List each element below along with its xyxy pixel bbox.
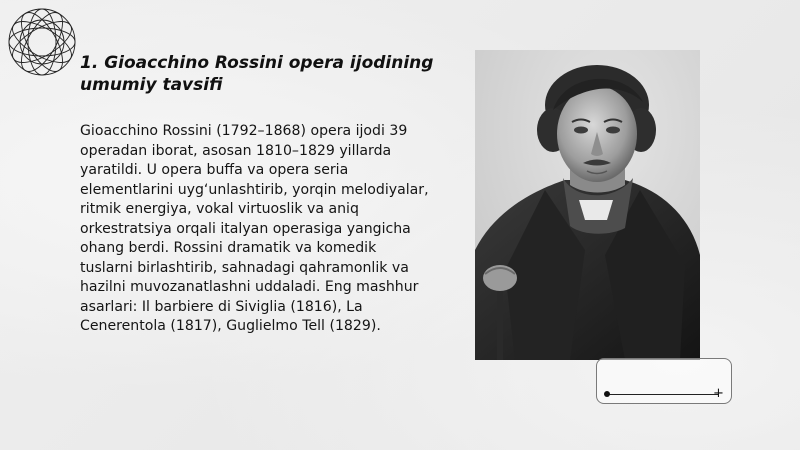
slide-body-text: Gioacchino Rossini (1792–1868) opera ijodi 39 operadan iborat, asosan 1810–1829 yillarda yaratildi. U opera buffa va opera seria elementlarini uyg‘unlashtirib, yorqin melodiyalar, ritmik energiya, vokal virtuoslik va aniq orkestratsiya orqali italyan operasiga yangicha ohang berdi. Rossini dramatik va komedik tuslarni birlashtirib, sahnadagi qahramonlik va hazilni muvozanatlashni uddaladi. Eng mashhur asarlari: Il barbiere di Siviglia (1816), La Cenerentola (1817), Guglielmo Tell (1829). bbox=[80, 123, 429, 334]
portrait-photo bbox=[475, 50, 700, 360]
timeline-dot-icon bbox=[604, 391, 610, 397]
slide-title: 1. Gioacchino Rossini opera ijodining umumiy tavsifi bbox=[80, 53, 434, 95]
timeline-line bbox=[607, 394, 719, 395]
portrait-illustration bbox=[475, 50, 700, 360]
plus-icon: + bbox=[713, 386, 724, 401]
timeline-card bbox=[596, 358, 732, 404]
circular-logo-icon bbox=[4, 4, 80, 80]
